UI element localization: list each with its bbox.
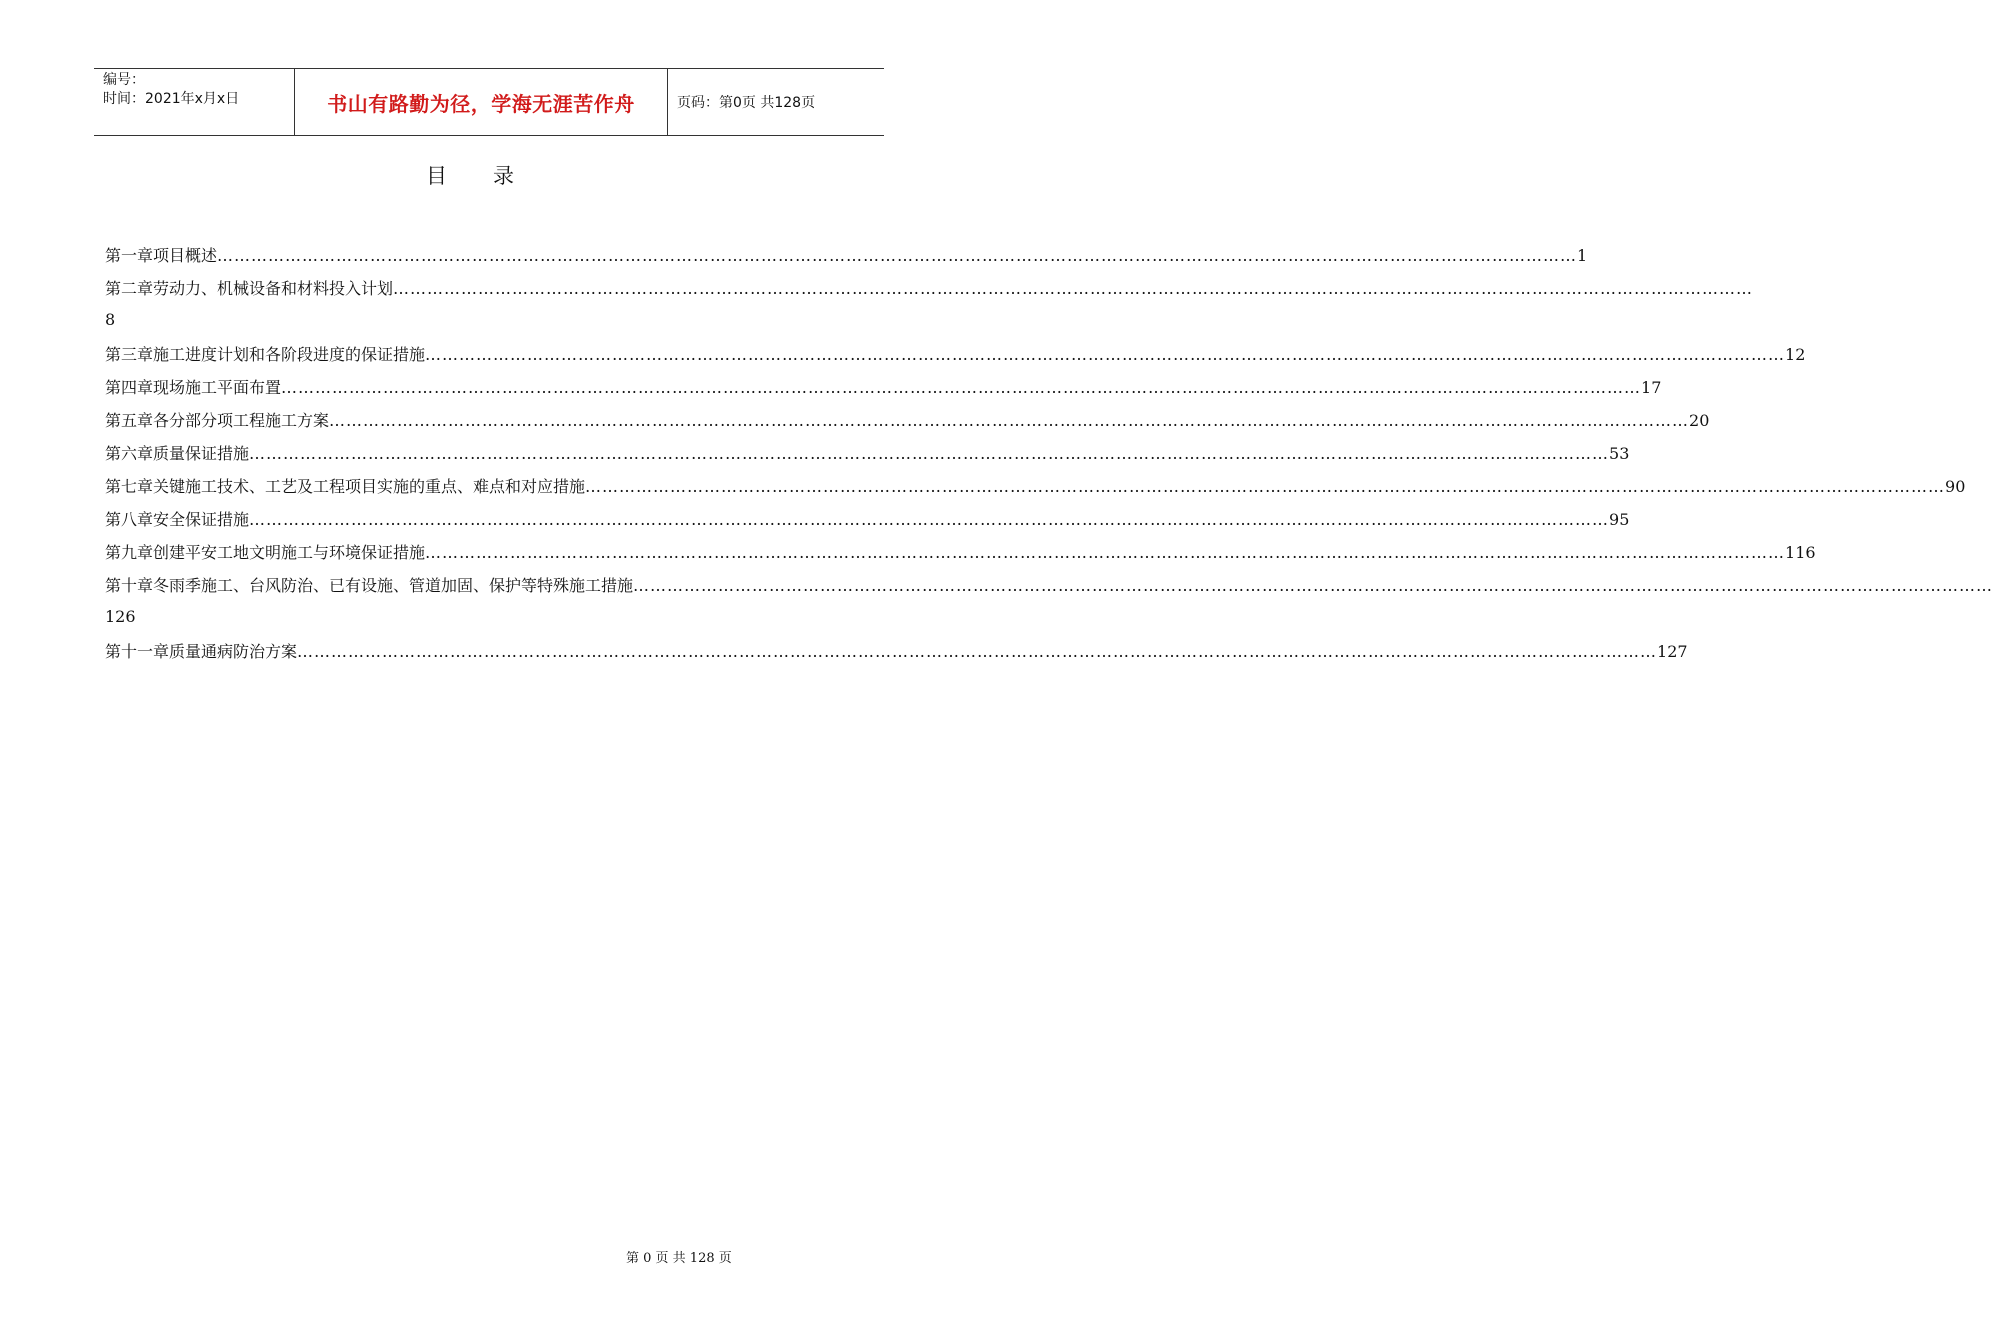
toc-page-number: 90 [1945, 477, 1966, 496]
toc-chapter-number: 第二章 [105, 279, 154, 298]
toc-entry[interactable] [105, 273, 1754, 339]
toc-page-number: 116 [1785, 543, 1816, 562]
toc-entry[interactable] [105, 240, 1588, 273]
toc-leader-dots: …………………………………………………………………………………………………………………………………………………………………………………………………………………… [249, 510, 1610, 529]
table-of-contents [105, 240, 1993, 669]
toc-page-number: 8 [105, 310, 116, 329]
toc-leader-dots: …………………………………………………………………………………………………………………………………………………………………………………………………………………… [425, 543, 1786, 562]
toc-chapter-number: 第十章 [105, 576, 154, 595]
header-motto: 书山有路勤为径，学海无涯苦作舟 [295, 69, 668, 135]
page-footer: 第 0 页 共 128 页 [626, 1251, 732, 1266]
toc-entry[interactable] [105, 405, 1710, 438]
time-label: 时间：2021年x月x日 [103, 91, 240, 107]
toc-leader-dots: …………………………………………………………………………………………………………………………………………………………………………………………………………………… [393, 279, 1754, 298]
toc-leader-dots: …………………………………………………………………………………………………………………………………………………………………………………………………………………… [425, 345, 1786, 364]
toc-chapter-number: 第五章 [105, 411, 154, 430]
toc-page-number: 20 [1689, 411, 1710, 430]
toc-chapter-number: 第七章 [105, 477, 154, 496]
toc-chapter-title: 冬雨季施工、台风防治、已有设施、管道加固、保护等特殊施工措施 [153, 576, 634, 595]
toc-chapter-title: 安全保证措施 [153, 510, 250, 529]
toc-chapter-number: 第八章 [105, 510, 154, 529]
toc-page-number: 95 [1609, 510, 1630, 529]
number-label: 编号： [103, 72, 145, 88]
toc-chapter-title: 劳动力、机械设备和材料投入计划 [153, 279, 394, 298]
toc-entry[interactable] [105, 339, 1806, 372]
toc-chapter-number: 第十一章 [105, 642, 170, 661]
toc-leader-dots: …………………………………………………………………………………………………………………………………………………………………………………………………………………… [217, 246, 1578, 265]
toc-chapter-title: 现场施工平面布置 [153, 378, 282, 397]
toc-entry[interactable] [105, 504, 1630, 537]
header-page-label: 页码：第0页 共128页 [677, 95, 816, 111]
toc-chapter-title: 创建平安工地文明施工与环境保证措施 [153, 543, 426, 562]
toc-leader-dots: …………………………………………………………………………………………………………………………………………………………………………………………………………………… [281, 378, 1642, 397]
toc-leader-dots: …………………………………………………………………………………………………………………………………………………………………………………………………………………… [329, 411, 1690, 430]
toc-chapter-number: 第六章 [105, 444, 154, 463]
toc-chapter-number: 第九章 [105, 543, 154, 562]
toc-page-number: 17 [1641, 378, 1662, 397]
toc-entry[interactable] [105, 438, 1630, 471]
toc-leader-dots: …………………………………………………………………………………………………………………………………………………………………………………………………………………… [297, 642, 1658, 661]
header-meta [94, 69, 295, 135]
toc-page-number: 1 [1577, 246, 1588, 265]
toc-chapter-number: 第三章 [105, 345, 154, 364]
toc-leader-dots: …………………………………………………………………………………………………………………………………………………………………………………………………………………… [633, 576, 1993, 595]
toc-entry[interactable] [105, 471, 1966, 504]
toc-chapter-title: 项目概述 [153, 246, 218, 265]
page-header [94, 68, 884, 136]
toc-page-number: 126 [105, 607, 136, 626]
toc-entry[interactable] [105, 537, 1816, 570]
toc-chapter-title: 质量通病防治方案 [169, 642, 298, 661]
toc-entry[interactable] [105, 372, 1662, 405]
toc-entry[interactable] [105, 636, 1688, 669]
toc-chapter-title: 各分部分项工程施工方案 [153, 411, 330, 430]
toc-page-number: 12 [1785, 345, 1806, 364]
toc-chapter-title: 质量保证措施 [153, 444, 250, 463]
toc-chapter-number: 第一章 [105, 246, 154, 265]
toc-chapter-number: 第四章 [105, 378, 154, 397]
toc-chapter-title: 施工进度计划和各阶段进度的保证措施 [153, 345, 426, 364]
page-title: 目录 [426, 164, 560, 188]
toc-leader-dots: …………………………………………………………………………………………………………………………………………………………………………………………………………………… [585, 477, 1946, 496]
toc-page-number: 127 [1657, 642, 1688, 661]
toc-entry[interactable] [105, 570, 1993, 636]
toc-chapter-title: 关键施工技术、工艺及工程项目实施的重点、难点和对应措施 [153, 477, 586, 496]
toc-leader-dots: …………………………………………………………………………………………………………………………………………………………………………………………………………………… [249, 444, 1610, 463]
toc-page-number: 53 [1609, 444, 1630, 463]
